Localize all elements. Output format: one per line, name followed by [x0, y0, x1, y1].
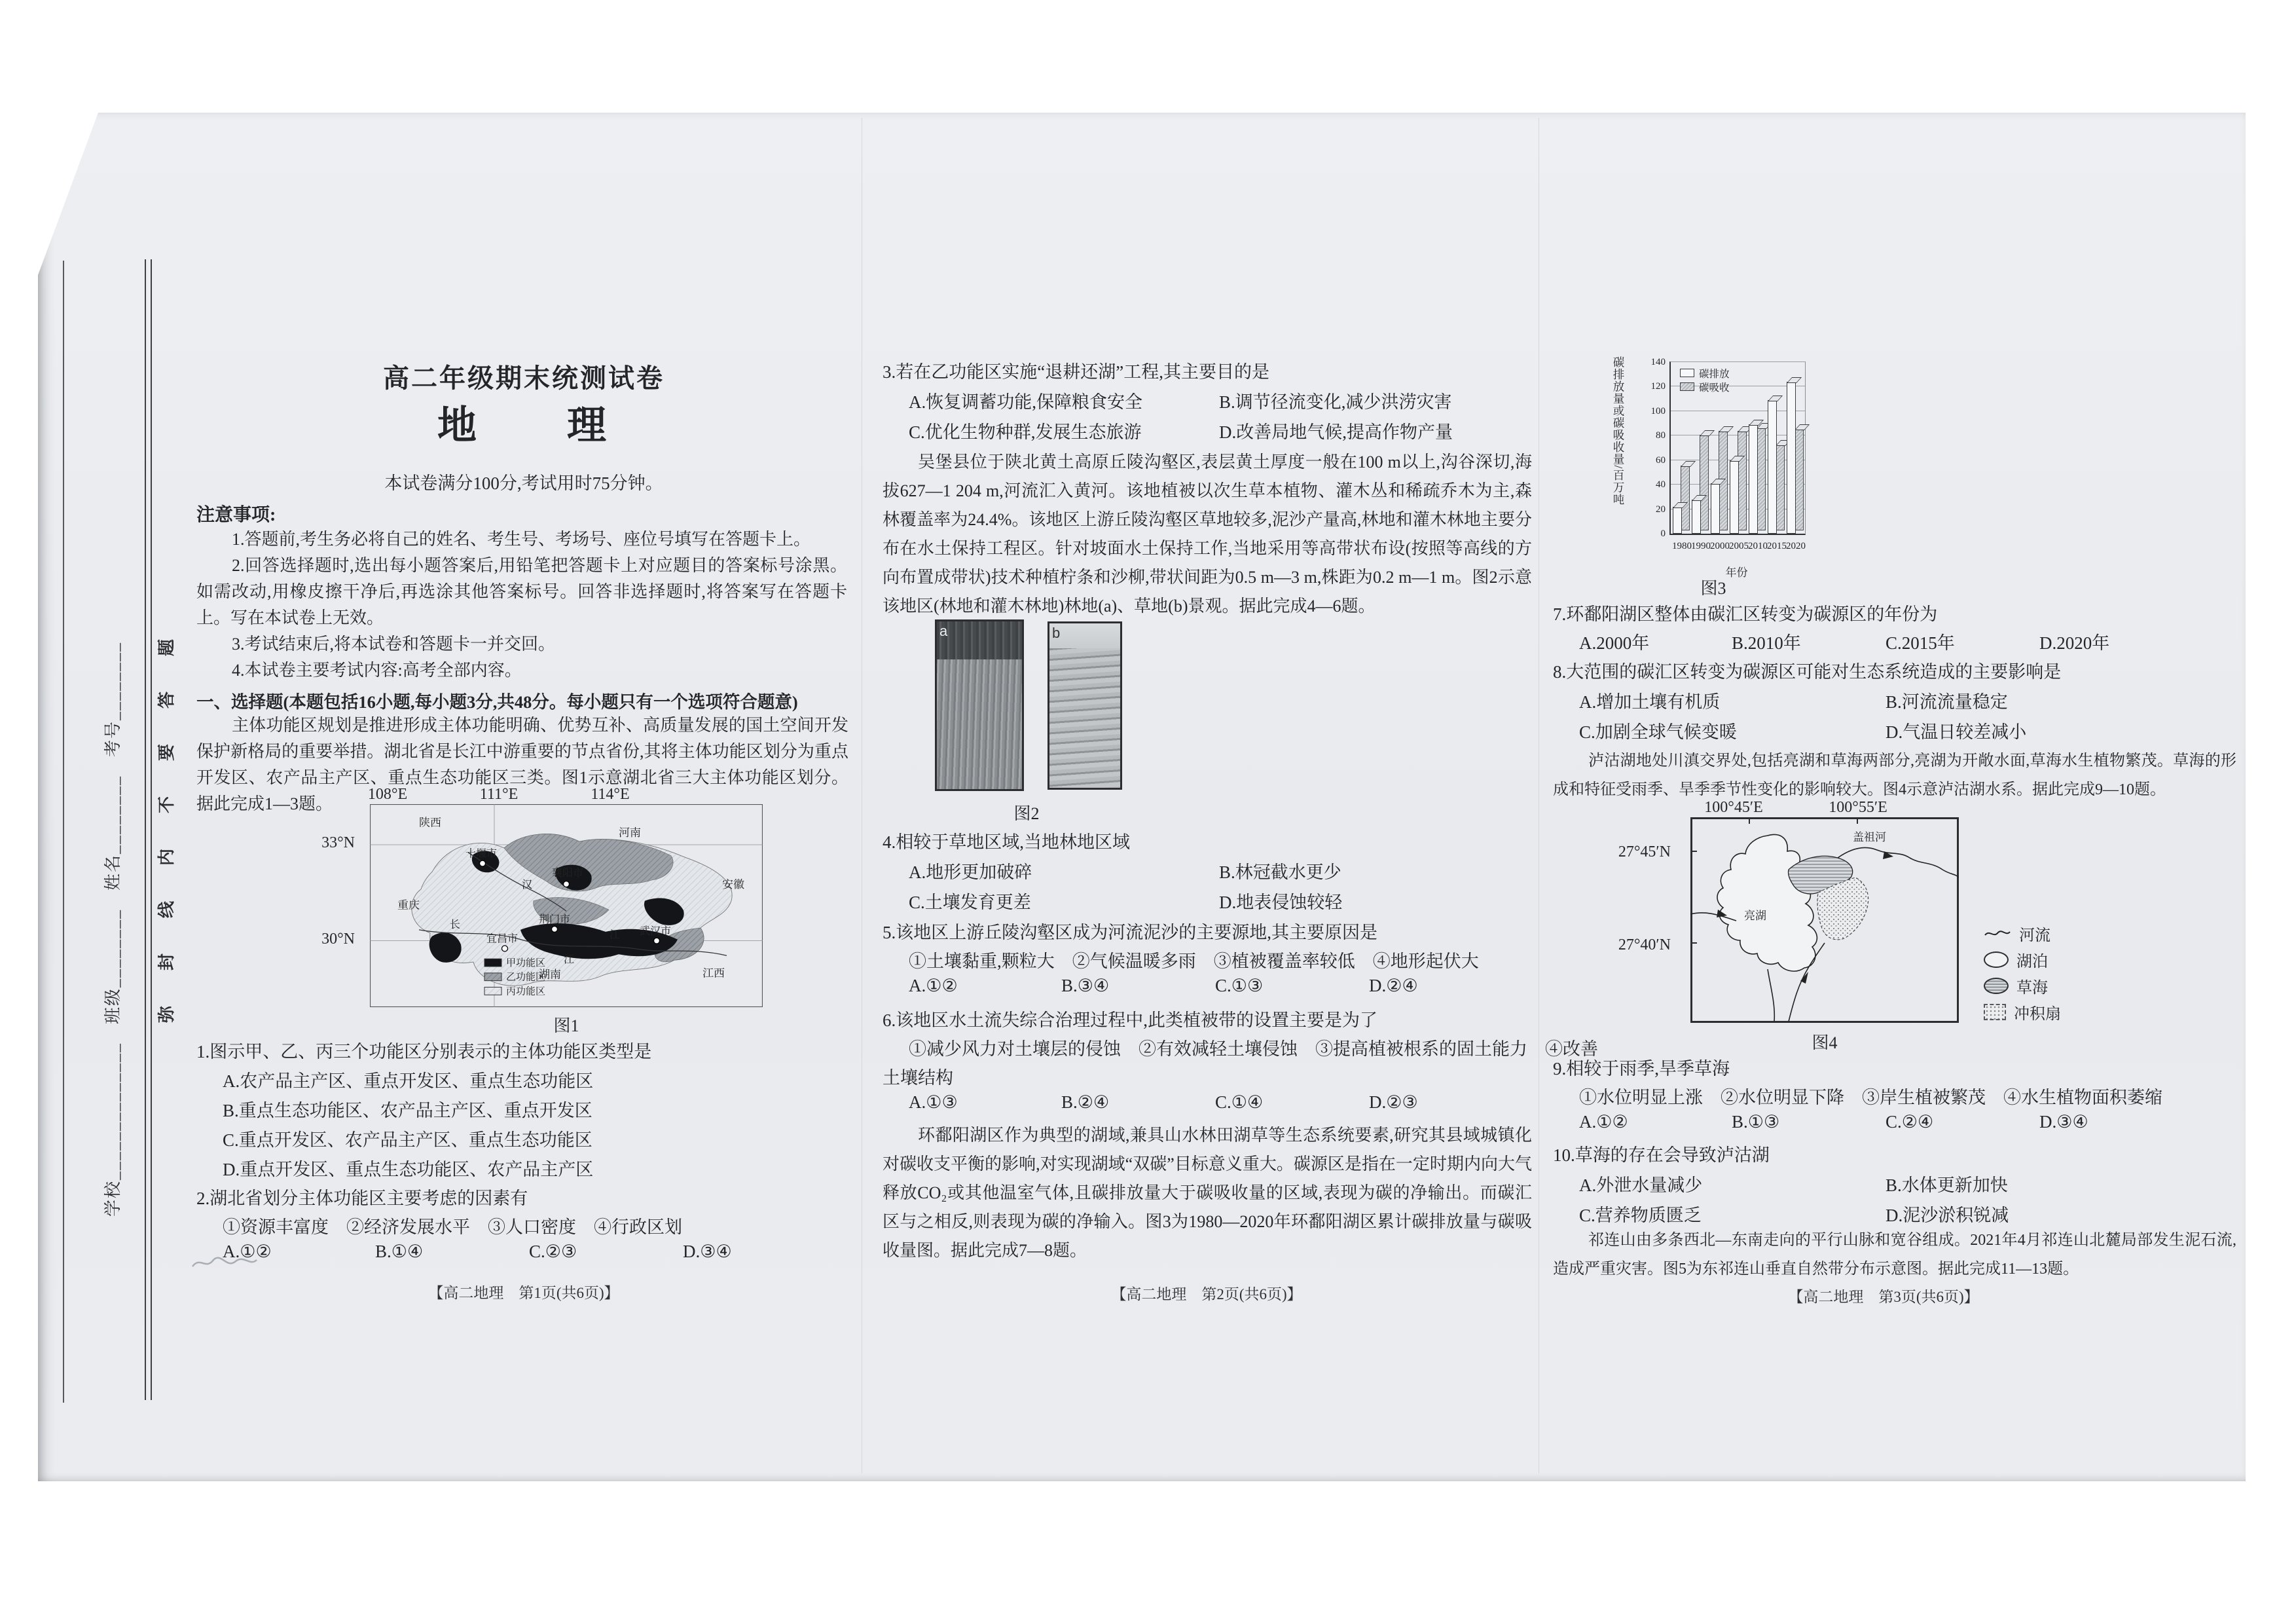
fig1-legend — [484, 957, 545, 997]
q6-choice-d: D.②③ — [1369, 1092, 1418, 1112]
province-chongqing: 重庆 — [397, 898, 420, 912]
q1-stem: 1.图示甲、乙、丙三个功能区分别表示的主体功能区类型是 — [196, 1042, 652, 1061]
city-wuhan: 武汉市 — [640, 925, 671, 937]
lake-lianghu — [1717, 835, 1817, 972]
alluvial-fan-symbol — [1984, 1004, 2006, 1020]
x-tick-2010: 2010 — [1748, 541, 1768, 551]
bar-emission-1990 — [1692, 500, 1701, 534]
fig4-lat-2745: 27°45′N — [1618, 843, 1671, 860]
city-dot-yichang — [502, 946, 508, 951]
q1-option-b: B.重点生态功能区、农产品主产区、重点开发区 — [223, 1101, 592, 1120]
q5-choice-a: A.①② — [909, 976, 958, 995]
q9-choice-a: A.①② — [1579, 1112, 1628, 1132]
q1-option-c: C.重点开发区、农产品主产区、重点生态功能区 — [223, 1130, 592, 1150]
fig2-label-b: b — [1052, 625, 1061, 641]
fig4-lat-2740: 27°40′N — [1618, 936, 1671, 953]
q3-stem: 3.若在乙功能区实施“退耕还湖”工程,其主要目的是 — [883, 362, 1269, 382]
gaizu-river-label: 盖祖河 — [1853, 831, 1886, 843]
footer-page1: 【高二地理 第1页(共6页)】 — [428, 1285, 619, 1301]
q9-choice-c: C.②④ — [1886, 1112, 1934, 1132]
q7-stem: 7.环鄱阳湖区整体由碳汇区转变为碳源区的年份为 — [1553, 604, 1938, 624]
legend-row-emission — [1680, 366, 1730, 380]
q9-choices — [1579, 1112, 2088, 1138]
q7-choices — [1579, 629, 2110, 655]
bar-emission-2000 — [1711, 483, 1720, 534]
q2-choice-a: A.①② — [223, 1242, 272, 1261]
footer-page3: 【高二地理 第3页(共6页)】 — [1788, 1289, 1979, 1305]
bar-absorption-2015 — [1776, 445, 1785, 530]
q5-choice-b: B.③④ — [1061, 976, 1110, 995]
notice-item: 4.本试卷主要考试内容:高考全部内容。 — [232, 661, 522, 680]
legend-swatch-bing — [484, 987, 501, 995]
fig1-lon-108: 108°E — [367, 786, 408, 803]
fig3-y-axis-label: 碳排放量或碳吸收量/百万吨 — [1612, 356, 1625, 506]
fig2-caption: 图2 — [1013, 804, 1040, 823]
gaizu-river — [1838, 847, 1959, 877]
q7-choice-d: D.2020年 — [2039, 633, 2110, 653]
paper-edge-line — [63, 261, 64, 1403]
q6-choice-a: A.①③ — [909, 1092, 958, 1112]
q8-option-c: C.加剧全球气候变暖 — [1579, 722, 1737, 742]
q10-option-a: A.外泄水量减少 — [1579, 1175, 1703, 1195]
student-info-fields: 学校______________ 班级________ 姓名________ 考号________ — [103, 641, 122, 1217]
legend-swatch-jia — [484, 959, 501, 967]
passage-1: 主体功能区规划是推进形成主体功能明确、优势互补、高质量发展的国土空间开发保护新格局的重要举措。湖北省是长江中游重要的节点省份,其将主体功能区划分为重点开发区、农产品主产区、重点生态功能区三类。图1示意湖北省三大主体功能区划分。据此完成1—3题。 — [196, 716, 848, 813]
bar-emission-1980 — [1673, 507, 1682, 534]
city-shiyan: 十堰市 — [465, 848, 497, 860]
city-dot-jingmen — [552, 926, 558, 932]
bar-emission-2015 — [1768, 400, 1777, 534]
river-han-char: 汉 — [522, 879, 532, 891]
seal-margin-text: 弥 封 线 内 不 要 答 题 — [157, 629, 176, 1023]
legend-swatch-emission — [1680, 369, 1694, 377]
fig4-legend-caohai — [1984, 974, 2048, 997]
legend-row-absorption — [1680, 380, 1730, 394]
fig3-plot-area: 碳排放 碳吸收 0 20 40 60 80 100 120 140 1980 1990 2000 2005 2010 2015 2020 — [1669, 361, 1806, 535]
passage-4: 泸沽湖地处川滇交界处,包括亮湖和草海两部分,亮湖为开敞水面,草海水生植物繁茂。草海的形成和特征受雨季、旱季季节性变化的影响较大。图4示意泸沽湖水系。据此完成9—10题。 — [1553, 752, 2236, 798]
footer-page2: 【高二地理 第2页(共6页)】 — [1111, 1286, 1302, 1302]
city-jingmen: 荆门市 — [539, 914, 570, 926]
q7-choice-b: B.2010年 — [1732, 633, 1801, 653]
notice-item: 1.答题前,考生务必将自己的姓名、考生号、考场号、座位号填写在答题卡上。 — [232, 530, 811, 549]
province-hunan: 湖南 — [539, 968, 561, 981]
q10-option-d: D.泥沙淤积锐减 — [1886, 1206, 2009, 1225]
x-tick-2000: 2000 — [1710, 541, 1730, 551]
fig2-photo-grassland — [1048, 621, 1122, 790]
province-anhui: 安徽 — [722, 878, 744, 891]
x-tick-2005: 2005 — [1729, 541, 1749, 551]
city-yichang: 宜昌市 — [486, 933, 518, 945]
fig3-caption: 图3 — [1700, 579, 1726, 598]
fig4-lon-10055: 100°55′E — [1829, 799, 1887, 816]
river-outlet — [1768, 969, 1774, 1022]
fig1-lon-111: 111°E — [479, 786, 519, 803]
q6-stem: 6.该地区水土流失综合治理过程中,此类植被带的设置主要是为了 — [883, 1010, 1377, 1030]
x-tick-1980: 1980 — [1672, 541, 1692, 551]
q10-option-b: B.水体更新加快 — [1886, 1175, 2008, 1195]
city-dot-wuhan — [654, 938, 660, 944]
fig1-lat-33: 33°N — [321, 834, 355, 851]
q8-option-b: B.河流流量稳定 — [1886, 692, 2008, 712]
fig3-legend — [1680, 366, 1730, 394]
q7-choice-a: A.2000年 — [1579, 633, 1650, 653]
q6-choices — [909, 1092, 1418, 1118]
fig2-photo-forest — [935, 619, 1024, 791]
river-jiang-char-2: 江 — [564, 954, 574, 966]
passage-5: 祁连山由多条西北—东南走向的平行山脉和宽谷组成。2021年4月祁连山北麓局部发生泥石流,造成严重灾害。图5为东祁连山垂直自然带分布示意图。据此完成11—13题。 — [1553, 1232, 2236, 1278]
q3-option-d: D.改善局地气候,提高作物产量 — [1219, 422, 1453, 442]
x-tick-1990: 1990 — [1691, 541, 1711, 551]
lianghu-label: 亮湖 — [1744, 910, 1766, 922]
section-heading: 一、选择题(本题包括16小题,每小题3分,共48分。每小题只有一个选项符合题意) — [196, 692, 798, 712]
q6-choice-c: C.①④ — [1215, 1092, 1264, 1112]
river-jiang-char-1: 江 — [610, 929, 620, 941]
lake-symbol — [1984, 951, 2009, 968]
q9-choice-d: D.③④ — [2039, 1112, 2088, 1132]
fig2-label-a: a — [939, 623, 948, 639]
notice-item: 2.回答选择题时,选出每小题答案后,用铅笔把答题卡上对应题目的答案标号涂黑。如需改动,用橡皮擦干净后,再选涂其他答案标号。回答非选择题时,将答案写在答题卡上。写在本试卷上无效。 — [196, 556, 847, 627]
q5-choice-d: D.②④ — [1369, 976, 1418, 995]
legend-swatch-absorption — [1680, 382, 1694, 391]
bar-absorption-1980 — [1681, 466, 1690, 530]
legend-label-absorption: 碳吸收 — [1699, 382, 1730, 394]
fig3-bar-chart — [1605, 352, 1821, 583]
q6-choice-b: B.②④ — [1061, 1092, 1110, 1112]
fig4-legend-fan-label: 冲积扇 — [2014, 1006, 2061, 1023]
fig4-legend-lake — [1984, 948, 2048, 971]
q1-option-a: A.农产品主产区、重点开发区、重点生态功能区 — [223, 1071, 594, 1091]
fig1-lat-30: 30°N — [321, 931, 355, 948]
exam-title: 高二年级期末统测试卷 — [383, 363, 665, 393]
q8-option-d: D.气温日较差减小 — [1886, 722, 2027, 742]
q2-stem: 2.湖北省划分主体功能区主要考虑的因素有 — [196, 1189, 528, 1208]
city-xiangyang: 襄阳市 — [552, 868, 583, 879]
fig4-legend-caohai-label: 草海 — [2016, 980, 2048, 997]
q2-choice-c: C.②③ — [529, 1242, 577, 1261]
q3-option-a: A.恢复调蓄功能,保障粮食安全 — [909, 392, 1142, 412]
notice-list — [196, 526, 847, 684]
q2-choices — [223, 1242, 732, 1268]
legend-label-emission: 碳排放 — [1699, 368, 1730, 380]
q4-option-a: A.地形更加破碎 — [909, 862, 1032, 882]
fig4-lon-10045: 100°45′E — [1704, 799, 1763, 816]
q6-items: ①减少风力对土壤层的侵蚀 ②有效减轻土壤侵蚀 ③提高植被根系的固土能力 ④改善 — [909, 1039, 1598, 1059]
q4-option-d: D.地表侵蚀较轻 — [1219, 893, 1343, 912]
exam-subtitle: 本试卷满分100分,考试用时75分钟。 — [384, 473, 663, 493]
fig1-lon-114: 114°E — [591, 786, 630, 803]
fig4-lugu-lake-map — [1690, 817, 1959, 1023]
city-dot-shiyan — [480, 860, 486, 866]
fig4-legend-lake-label: 湖泊 — [2016, 953, 2048, 970]
q4-option-c: C.土壤发育更差 — [909, 893, 1031, 912]
q6-items-cont: 土壤结构 — [883, 1068, 953, 1088]
bar-absorption-2005 — [1738, 431, 1747, 530]
q1-option-d: D.重点开发区、重点生态功能区、农产品主产区 — [223, 1160, 594, 1179]
fig1-hubei-map — [370, 804, 763, 1007]
forest-canopy-texture — [937, 621, 1022, 659]
bar-emission-2005 — [1730, 460, 1739, 534]
q5-stem: 5.该地区上游丘陵沟壑区成为河流泥沙的主要源地,其主要原因是 — [883, 923, 1377, 942]
fig1-caption: 图1 — [553, 1016, 579, 1035]
seal-double-line — [145, 259, 152, 1400]
river-symbol — [1984, 928, 2011, 940]
exam-subject: 地 理 — [437, 404, 610, 447]
q3-option-c: C.优化生物种群,发展生态旅游 — [909, 422, 1142, 442]
q2-choice-b: B.①④ — [375, 1242, 424, 1261]
q3-option-b: B.调节径流变化,减少洪涝灾害 — [1219, 392, 1452, 412]
caohai-symbol — [1984, 978, 2009, 994]
fig4-caption: 图4 — [1812, 1033, 1838, 1052]
q9-stem: 9.相较于雨季,旱季草海 — [1553, 1059, 1730, 1079]
legend-label-bing: 丙功能区 — [506, 986, 545, 997]
q2-choice-d: D.③④ — [683, 1242, 732, 1261]
q7-choice-c: C.2015年 — [1886, 633, 1955, 653]
q4-option-b: B.林冠截水更少 — [1219, 862, 1341, 882]
notice-title: 注意事项: — [196, 505, 276, 525]
province-shaanxi: 陕西 — [419, 816, 441, 829]
q5-choices — [909, 976, 1418, 1002]
q10-stem: 10.草海的存在会导致泸沽湖 — [1553, 1145, 1770, 1165]
q10-option-c: C.营养物质匮乏 — [1579, 1206, 1702, 1225]
fig4-legend-river-label: 河流 — [2019, 927, 2050, 944]
q9-choice-b: B.①③ — [1732, 1112, 1780, 1132]
fig3-x-axis-label: 年份 — [1725, 566, 1748, 579]
q5-choice-c: C.①③ — [1215, 976, 1264, 995]
bar-absorption-1990 — [1700, 435, 1709, 530]
notice-item: 3.考试结束后,将本试卷和答题卡一并交回。 — [232, 635, 556, 654]
province-henan: 河南 — [619, 826, 641, 840]
legend-label-jia: 甲功能区 — [506, 958, 545, 969]
passage-2: 吴堡县位于陕北黄土高原丘陵沟壑区,表层黄土厚度一般在100 m以上,沟谷深切,海拔627—1 204 m,河流汇入黄河。该地植被以次生草本植物、灌木丛和稀疏乔木为主,森林覆盖率为24.4%。该地区上游丘陵沟壑区草地较多,泥沙产量高,林地和灌木林地主要分布在水土保持工程区。针对坡面水土保持工作,当地采用等高带状布设(按照等高线的方向布置成带状)技术种植柠条和沙柳,带状间距为0.5 m—3 m,株距为0.2 m—1 m。图2示意该地区(林地和灌木林地)林地(a)、草地(b)景观。据此完成4—6题。 — [883, 452, 1532, 616]
q4-stem: 4.相较于草地区域,当地林地区域 — [883, 832, 1130, 852]
fig4-legend-river — [1984, 922, 2050, 945]
q8-stem: 8.大范围的碳汇区转变为碳源区可能对生态系统造成的主要影响是 — [1553, 662, 2062, 682]
bar-absorption-2010 — [1757, 428, 1766, 530]
legend-swatch-yi — [484, 973, 501, 981]
legend-label-yi: 乙功能区 — [506, 972, 545, 983]
q8-option-a: A.增加土壤有机质 — [1579, 692, 1721, 712]
river-chang-char: 长 — [450, 919, 460, 931]
passage-3: 环鄱阳湖区作为典型的湖域,兼具山水林田湖草等生态系统要素,研究其县域城镇化对碳收支平衡的影响,对实现湖域“双碳”目标意义重大。碳源区是指在一定时期内向大气释放CO₂或其他温室气体,且碳排放量大于碳吸收量的区域,表现为碳的净输出。而碳汇区与之相反,则表现为碳的净输入。图3为1980—2020年环鄱阳湖区累计碳排放量与碳吸收量图。据此完成7—8题。 — [883, 1126, 1532, 1260]
bar-emission-2020 — [1787, 382, 1796, 534]
bar-emission-2010 — [1749, 424, 1758, 534]
q2-items: ①资源丰富度 ②经济发展水平 ③人口密度 ④行政区划 — [223, 1217, 682, 1237]
bar-absorption-2020 — [1795, 429, 1804, 530]
x-tick-2020: 2020 — [1786, 541, 1806, 551]
q9-items: ①水位明显上涨 ②水位明显下降 ③岸生植被繁茂 ④水生植物面积萎缩 — [1579, 1088, 2162, 1107]
province-jiangxi: 江西 — [702, 967, 725, 980]
fig4-legend-fan — [1984, 1001, 2061, 1024]
q5-items: ①土壤黏重,颗粒大 ②气候温暖多雨 ③植被覆盖率较低 ④地形起伏大 — [909, 951, 1479, 971]
x-tick-2015: 2015 — [1767, 541, 1787, 551]
city-dot-xiangyang — [564, 881, 570, 887]
